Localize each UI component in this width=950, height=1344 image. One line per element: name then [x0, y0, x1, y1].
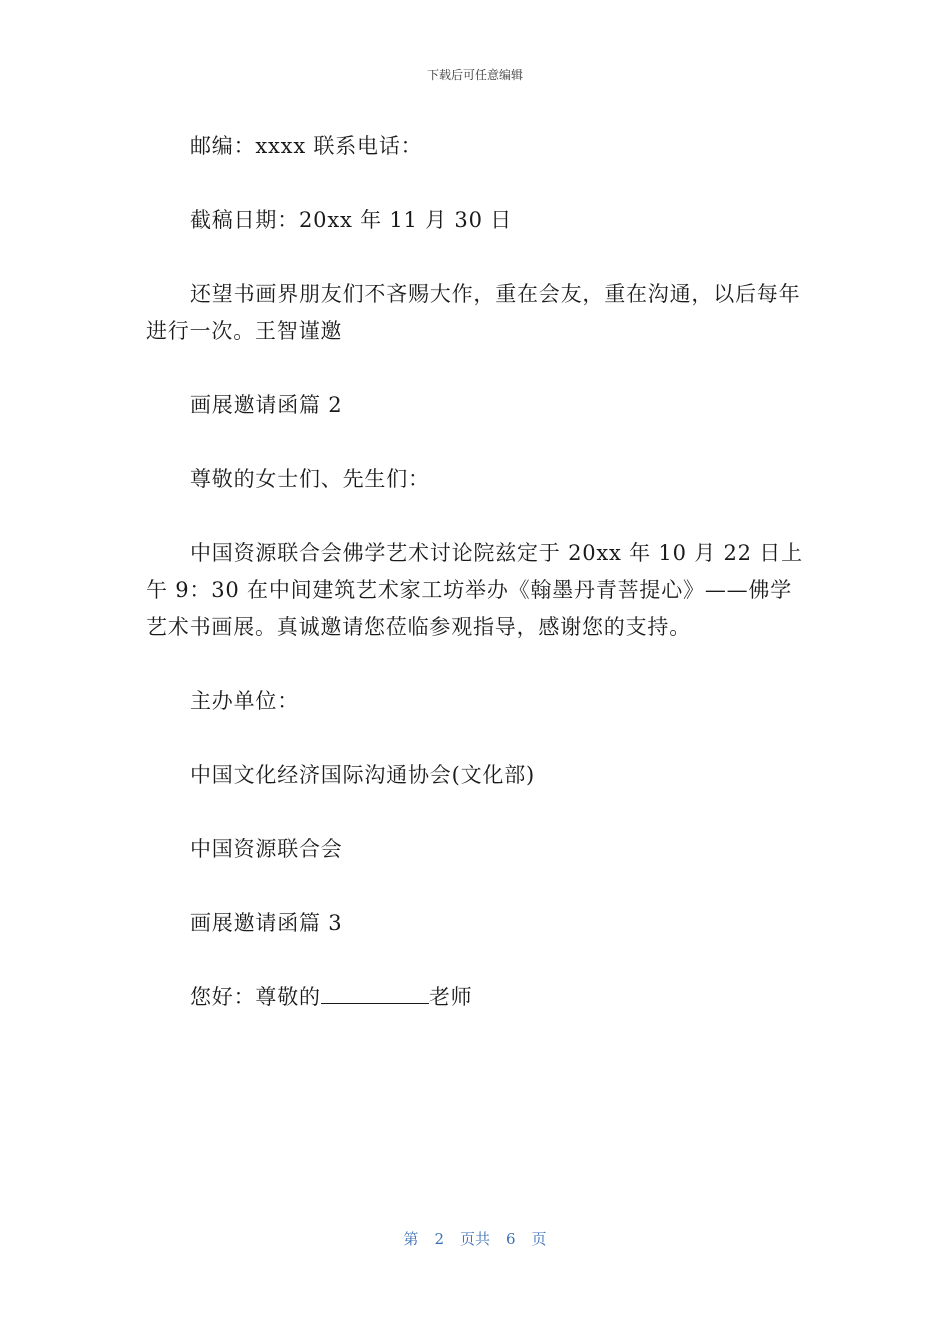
footer-page-suffix: 页 — [531, 1230, 547, 1248]
greeting-line: 尊敬的女士们、先生们： — [190, 467, 430, 491]
organizer-label: 主办单位： — [190, 689, 299, 713]
page-footer — [0, 1228, 950, 1249]
section-title-3: 画展邀请函篇 3 — [190, 911, 343, 935]
salutation-line — [146, 979, 806, 1016]
footer-page-label: 第 — [403, 1230, 419, 1248]
name-blank — [321, 985, 429, 1004]
footer-page-number: 2 — [434, 1230, 444, 1248]
postcode-line: 邮编：xxxx 联系电话： — [190, 134, 423, 158]
invitation-paragraph: 中国资源联合会佛学艺术讨论院兹定于 20xx 年 10 月 22 日上午 9：30 在中间建筑艺术家工坊举办《翰墨丹青菩提心》——佛学艺术书画展。真诚邀请您莅临参观指导，感谢您的支持。 — [146, 541, 803, 639]
closing-paragraph: 还望书画界朋友们不吝赐大作，重在会友，重在沟通，以后每年进行一次。王智谨邀 — [146, 282, 801, 343]
salutation-prefix: 您好：尊敬的 — [190, 985, 321, 1009]
document-body — [146, 128, 806, 1053]
section-title-2: 画展邀请函篇 2 — [190, 393, 343, 417]
organizer-1: 中国文化经济国际沟通协会(文化部) — [190, 763, 535, 787]
footer-page-of: 页共 — [459, 1230, 490, 1248]
organizer-2: 中国资源联合会 — [190, 837, 343, 861]
footer-total-pages: 6 — [506, 1230, 516, 1248]
salutation-suffix: 老师 — [428, 985, 473, 1009]
deadline-line: 截稿日期：20xx 年 11 月 30 日 — [190, 208, 513, 232]
header-note: 下载后可任意编辑 — [426, 68, 523, 82]
